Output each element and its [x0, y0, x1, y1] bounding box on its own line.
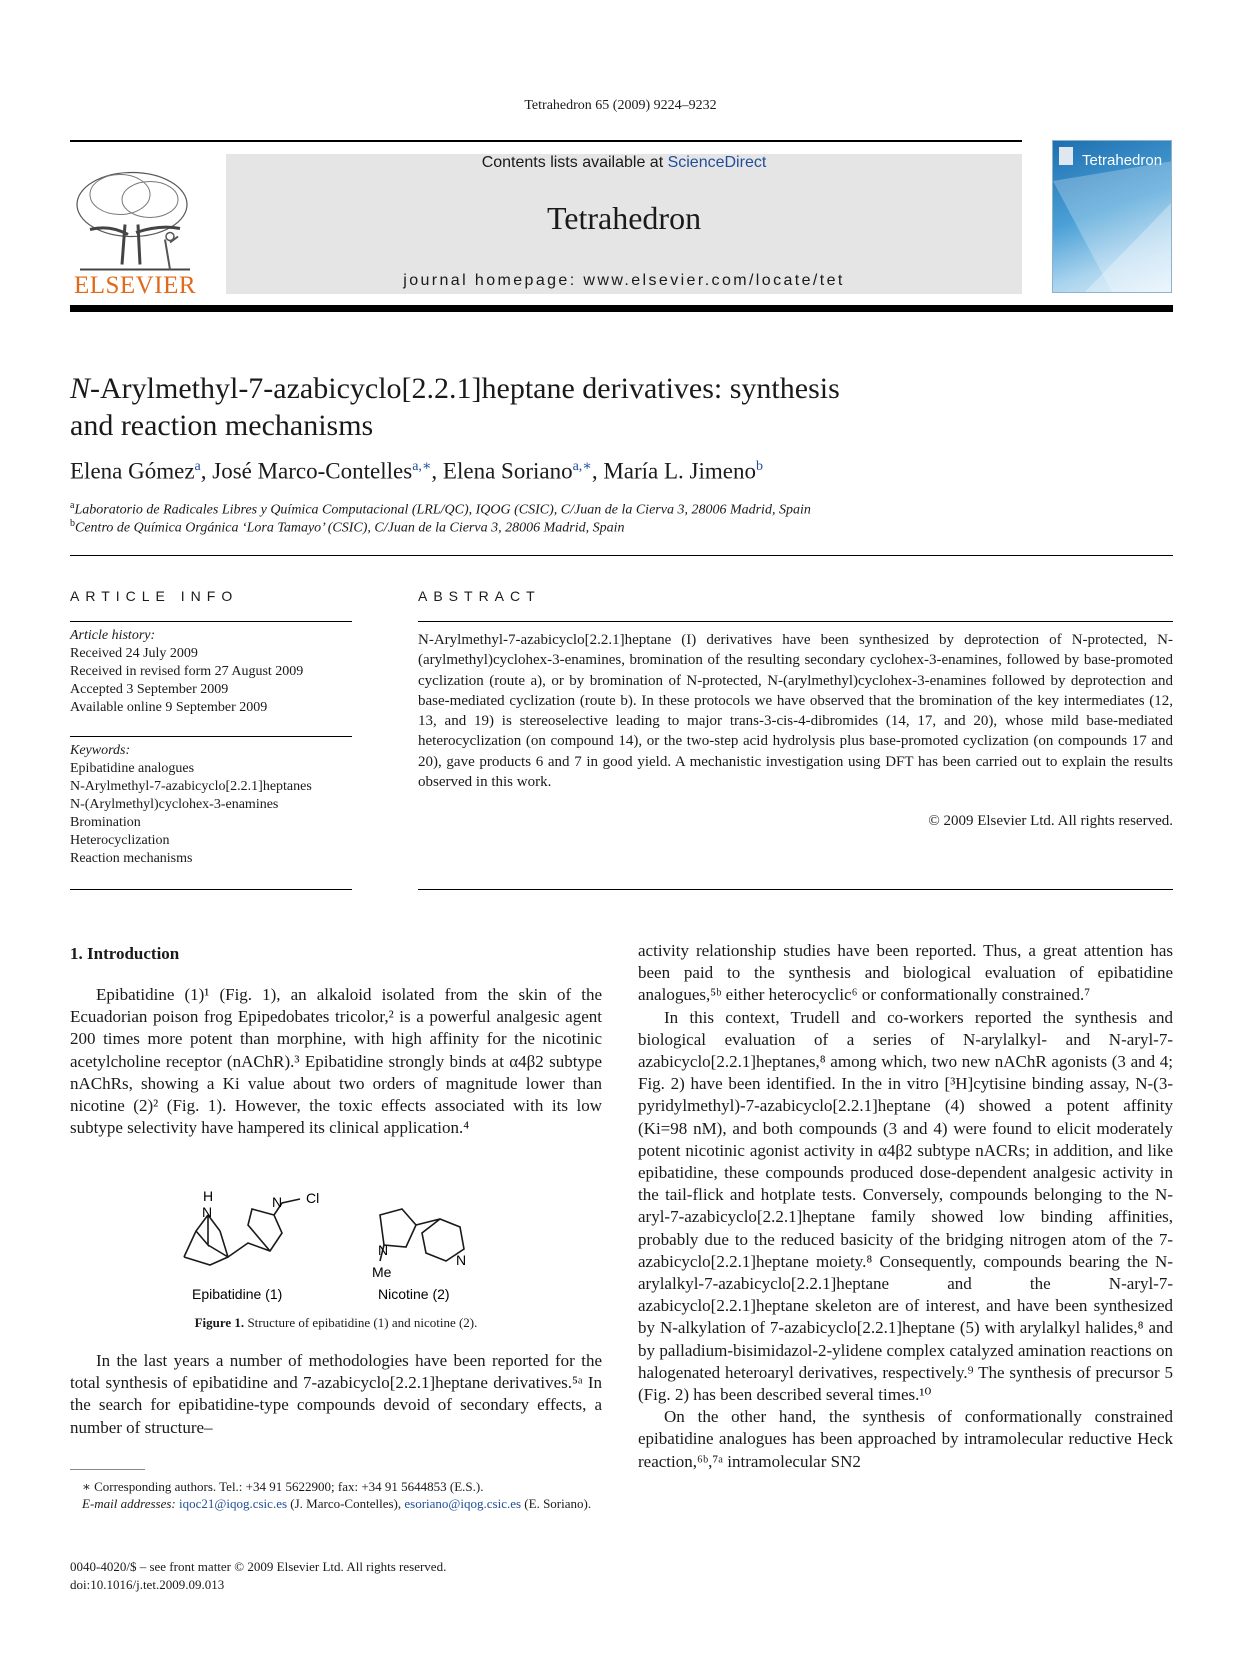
affiliation-b — [70, 518, 1070, 537]
figure-label-nicotine: Nicotine (2) — [378, 1286, 450, 1302]
email-owner: (E. Soriano). — [524, 1496, 592, 1511]
affiliation-text: Laboratorio de Radicales Libres y Química Computacional (LRL/QC), IQOG (CSIC), C/Juan de la Cierva 3, 28006 Madrid, Spain — [74, 502, 811, 518]
atom-label: N — [456, 1252, 467, 1268]
header-bottom-rule — [70, 305, 1173, 312]
email-footnote — [70, 1495, 602, 1512]
author-name: Elena Gómez — [70, 458, 195, 484]
affiliation-a — [70, 500, 1070, 519]
article-info-heading: ARTICLE INFO — [70, 588, 239, 604]
journal-citation: Tetrahedron 65 (2009) 9224–9232 — [524, 98, 717, 113]
contents-prefix: Contents lists available at — [481, 154, 668, 171]
title-block-rule — [70, 555, 1173, 556]
article-history — [70, 627, 352, 717]
info-rule — [70, 736, 352, 737]
abstract-text: N-Arylmethyl-7-azabicyclo[2.2.1]heptane (I) derivatives have been synthesized by deprotection of N-protected, N-(arylmethyl)cyclohex-3-enamines, bromination of the resulting secondary cyclohex-3-enamines, followed by base-promoted cyclization (route a), or by bromination of N-protected, N-(arylmethyl)cyclohex-3-enamines followed by deprotection and base-mediated cyclization (route b). In these protocols we have observed that the bromination of the key intermediates (12, 13, and 19) is stereoselective leading to major trans-3-cis-4-dibromides (14, 17, and 20), whose mild base-mediated heterocyclization (on compound 14), or the two-step acid hydrolysis plus base-promoted cyclization (on compounds 17 and 20), gave products 6 and 7 in good yield. A mechanistic investigation using DFT has been carried out to explain the results observed in this work. — [418, 632, 1173, 791]
info-rule — [70, 621, 352, 622]
corresponding-text: ∗ Corresponding authors. Tel.: +34 91 5622900; fax: +34 91 5644853 (E.S.). — [82, 1479, 484, 1494]
nicotine-structure — [380, 1209, 464, 1261]
cover-title: Tetrahedron — [1082, 152, 1163, 169]
header-top-rule — [70, 140, 1022, 142]
abstract-heading: ABSTRACT — [418, 588, 541, 604]
paragraph: On the other hand, the synthesis of conformationally constrained epibatidine analogues has been approached by intramolecular reductive Heck reaction,⁶ᵇ,⁷ᵃ intramolecular SN2 — [638, 1407, 1173, 1471]
keyword-item: N-Arylmethyl-7-azabicyclo[2.2.1]heptanes — [70, 779, 312, 794]
history-label: Article history: — [70, 628, 156, 643]
right-column — [638, 940, 1173, 1473]
author-list: Elena Gómez$^a$, José Marco-Contelles$^{a,∗}$, Elena Soriano$^{a,∗}$, María L. Jimeno$^b$ — [70, 458, 763, 484]
doi-line[interactable]: doi:10.1016/j.tet.2009.09.013 — [70, 1577, 225, 1592]
author-name: José Marco-Contelles — [212, 458, 413, 484]
footnote-rule — [70, 1469, 145, 1470]
paragraph: In the last years a number of methodologies have been reported for the total synthesis of epibatidine and 7-azabicyclo[2.2.1]heptane derivatives.⁵ᵃ In the search for epibatidine-type compounds devoid of secondary effects, a number of structure– — [70, 1351, 602, 1437]
figure-caption-text: Structure of epibatidine (1) and nicotine (2). — [247, 1315, 478, 1330]
keyword-item: Epibatidine analogues — [70, 761, 195, 776]
section-heading: 1. Introduction — [70, 944, 180, 963]
keywords — [70, 742, 352, 868]
abstract-rule — [418, 889, 1173, 890]
issn-line: 0040-4020/$ – see front matter © 2009 Elsevier Ltd. All rights reserved. — [70, 1559, 447, 1574]
email-label: E-mail addresses: — [82, 1496, 176, 1511]
figure-1-caption — [70, 1315, 602, 1331]
affiliation-mark: b — [70, 518, 75, 529]
email-link[interactable]: iqoc21@iqog.csic.es — [179, 1496, 288, 1511]
history-item: Available online 9 September 2009 — [70, 700, 268, 715]
left-column-bottom — [70, 1350, 602, 1439]
history-item: Received 24 July 2009 — [70, 646, 198, 661]
keyword-item: N-(Arylmethyl)cyclohex-3-enamines — [70, 797, 279, 812]
keyword-item: Heterocyclization — [70, 833, 170, 848]
atom-label: H — [203, 1188, 214, 1204]
info-rule — [70, 889, 352, 890]
history-item: Received in revised form 27 August 2009 — [70, 664, 304, 679]
email-link[interactable]: esoriano@iqog.csic.es — [404, 1496, 522, 1511]
corresponding-footnote — [70, 1478, 602, 1512]
atom-label: N — [272, 1194, 283, 1210]
paragraph: Epibatidine (1)¹ (Fig. 1), an alkaloid isolated from the skin of the Ecuadorian poison frog Epipedobates tricolor,² is a powerful analgesic agent 200 times more potent than morphine, with high affinity for the nicotinic acetylcholine receptor (nAChR).³ Epibatidine strongly binds at α4β2 subtype nAChRs, showing a Ki value about two orders of magnitude lower than nicotine (2)² (Fig. 1). However, the toxic effects associated with its low subtype selectivity have hampered its clinical application.⁴ — [70, 985, 602, 1138]
author-affil-mark[interactable]: a — [194, 459, 201, 474]
article-title — [70, 370, 1070, 444]
paragraph: In this context, Trudell and co-workers reported the synthesis and biological evaluation of a series of N-arylalkyl- and N-aryl-7-azabicyclo[2.2.1]heptanes,⁸ among which, two new nAChR agonists (3 and 4; Fig. 2) have been identified. In the in vitro [³H]cytisine binding assay, N-(3-pyridylmethyl)-7-azabicyclo[2.2.1]heptane (4) showed a potent affinity (Ki=98 nM), and both compounds (3 and 4) were found to elicit moderately potent nicotinic agonist activity in α4β2 subtype nACRs; in addition, and like epibatidine, these compounds produced dose-dependent analgesic activity in the tail-flick and hotplate tests. Conversely, compounds belonging to the N-aryl-7-azabicyclo[2.2.1]heptane family showed low binding affinities, probably due to the reduced basicity of the bridging nitrogen atom of the 7-azabicyclo[2.2.1]heptane moiety.⁸ Consequently, compounds bearing the N-arylalkyl-7-azabicyclo[2.2.1]heptane and the N-aryl-7-azabicyclo[2.2.1]heptane skeleton are of interest, and have been synthesized by N-alkylation of 7-azabicyclo[2.2.1]heptane (5) with arylalkyl halides,⁸ and by palladium-bisimidazol-2-ylidene complex catalyzed amination reactions on halogenated heteroaryl derivatives, respectively.⁹ The synthesis of precursor 5 (Fig. 2) has been described several times.¹⁰ — [638, 1007, 1173, 1405]
author-affil-mark[interactable]: a,∗ — [412, 459, 432, 474]
affiliation-mark: a — [70, 500, 75, 511]
keywords-label: Keywords: — [70, 743, 131, 758]
sciencedirect-link[interactable]: ScienceDirect — [667, 154, 767, 171]
author-name: Elena Soriano — [442, 458, 573, 484]
contents-line — [226, 154, 1022, 172]
keyword-item: Bromination — [70, 815, 141, 830]
elsevier-wordmark: ELSEVIER — [73, 272, 197, 299]
email-owner: (J. Marco-Contelles), — [290, 1496, 402, 1511]
keyword-item: Reaction mechanisms — [70, 851, 193, 866]
atom-label: N — [378, 1242, 389, 1258]
atom-label: Me — [372, 1264, 392, 1280]
journal-name: Tetrahedron — [546, 200, 702, 236]
atom-label: Cl — [306, 1190, 320, 1206]
figure-label-epibatidine: Epibatidine (1) — [192, 1286, 283, 1302]
history-item: Accepted 3 September 2009 — [70, 682, 229, 697]
paragraph: activity relationship studies have been reported. Thus, a great attention has been paid to the synthesis and biological evaluation of epibatidine analogues,⁵ᵇ either heterocyclic⁶ or conformationally constrained.⁷ — [638, 941, 1173, 1005]
title-line-1: -Arylmethyl-7-azabicyclo[2.2.1]heptane derivatives: synthesis — [90, 372, 840, 405]
author-affil-mark[interactable]: b — [755, 459, 763, 474]
author-name: María L. Jimeno — [603, 458, 756, 484]
title-italic-n: N — [70, 372, 91, 405]
left-column-top — [70, 984, 602, 1139]
title-line-2: and reaction mechanisms — [70, 409, 374, 442]
figure-caption-label: Figure 1. — [194, 1315, 245, 1330]
affiliation-text: Centro de Química Orgánica ‘Lora Tamayo’ (CSIC), C/Juan de la Cierva 3, 28006 Madrid, Spain — [75, 520, 625, 536]
figure-1-structures — [170, 1185, 500, 1305]
author-affil-mark[interactable]: a,∗ — [572, 459, 592, 474]
atom-label: N — [202, 1204, 213, 1220]
journal-homepage-link[interactable]: journal homepage: www.elsevier.com/locate/tet — [403, 272, 845, 289]
abstract-copyright: © 2009 Elsevier Ltd. All rights reserved. — [928, 813, 1173, 829]
abstract-rule — [418, 621, 1173, 622]
